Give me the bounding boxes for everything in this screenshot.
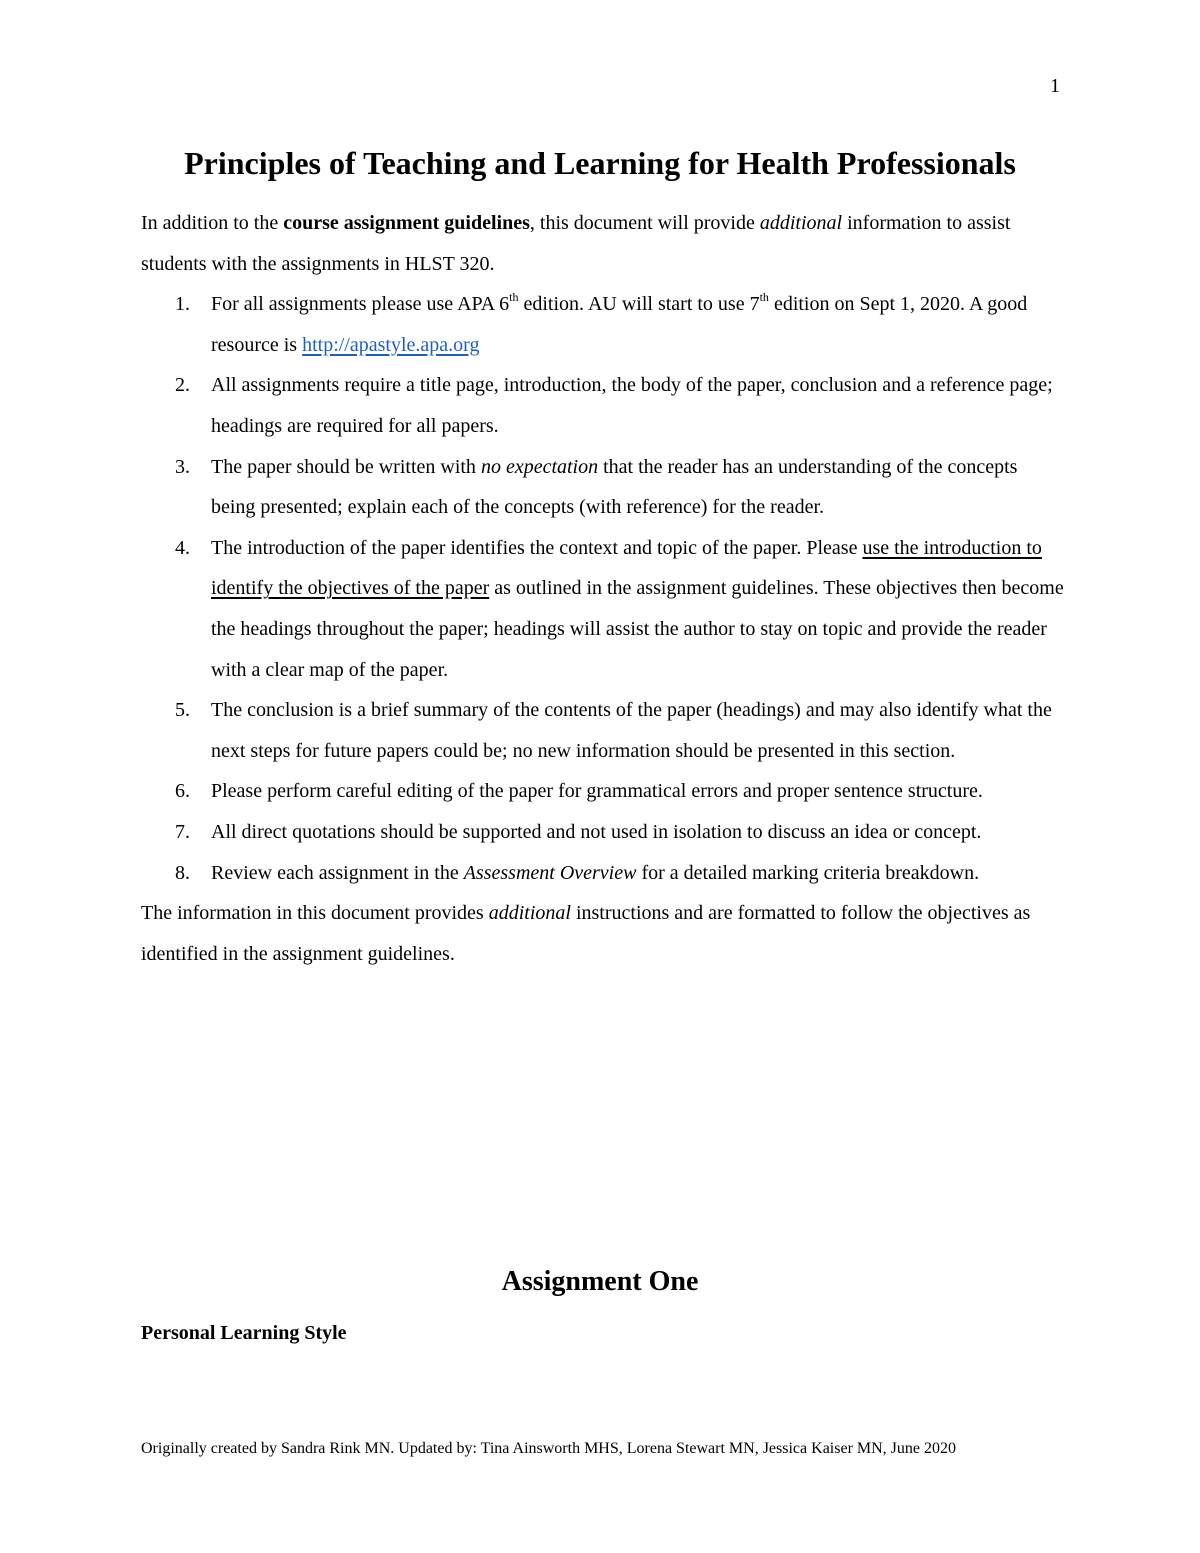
page-number: 1: [1050, 75, 1060, 97]
list-item-text: The introduction of the paper identifies the context and topic of the paper. Please: [211, 536, 863, 559]
guidelines-list: [141, 284, 1066, 893]
list-item-text: edition. AU will start to use 7: [518, 293, 760, 316]
intro-bold-text: course assignment guidelines: [283, 212, 530, 234]
closing-paragraph: [141, 893, 1066, 974]
list-item-text: Review each assignment in the: [211, 861, 464, 884]
list-item: [141, 853, 1066, 894]
superscript: th: [509, 289, 519, 304]
list-item: [141, 365, 1066, 446]
list-item-text: All direct quotations should be supported and not used in isolation to discuss an idea or concept.: [211, 820, 982, 843]
section-title: Assignment One: [501, 1266, 699, 1297]
intro-paragraph: [141, 203, 1066, 284]
list-item-number: 6.: [175, 780, 190, 803]
list-item: [141, 284, 1066, 365]
list-item: [141, 812, 1066, 853]
list-item: [141, 690, 1066, 771]
closing-text: instructions and are formatted to follow the objectives as identified in the assignment guidelines.: [141, 902, 1031, 965]
list-item: [141, 447, 1066, 528]
apa-style-link[interactable]: http://apastyle.apa.org: [302, 333, 480, 356]
list-item-text: All assignments require a title page, introduction, the body of the paper, conclusion and a reference page; headings are required for all papers.: [211, 374, 1053, 437]
list-item-italic-text: no expectation: [480, 455, 599, 478]
list-item-italic-text: Assessment Overview: [463, 861, 637, 884]
list-item-text: edition on Sept 1, 2020. A good resource is: [211, 293, 1028, 356]
superscript: th: [759, 289, 769, 304]
intro-text: In addition to the: [141, 212, 284, 234]
intro-italic-text: additional: [759, 212, 843, 234]
list-item-text: Please perform careful editing of the paper for grammatical errors and proper sentence structure.: [211, 780, 983, 803]
sub-heading: Personal Learning Style: [141, 1322, 347, 1344]
list-item-text: For all assignments please use APA 6: [211, 293, 510, 316]
list-item: [141, 771, 1066, 812]
document-body: [141, 203, 1066, 974]
intro-text: information to assist students with the assignments in HLST 320.: [141, 212, 1011, 275]
list-item-text: The conclusion is a brief summary of the contents of the paper (headings) and may also identify what the next steps for future papers could be; no new information should be presented in this section.: [211, 699, 1052, 762]
list-item-text: The paper should be written with: [211, 455, 481, 478]
page-footer: Originally created by Sandra Rink MN. Updated by: Tina Ainsworth MHS, Lorena Stewart MN, Jessica Kaiser MN, June 2020: [141, 1440, 956, 1457]
list-item-number: 7.: [175, 820, 190, 843]
list-item-number: 3.: [175, 455, 190, 478]
list-item: [141, 528, 1066, 690]
list-item-text: for a detailed marking criteria breakdown.: [636, 861, 980, 884]
list-item-underlined-text: use the introduction to identify the objectives of the paper: [211, 536, 1042, 600]
list-item-number: 1.: [175, 293, 190, 316]
document-title: Principles of Teaching and Learning for Health Professionals: [184, 145, 1016, 181]
list-item-number: 8.: [175, 861, 190, 884]
list-item-text: that the reader has an understanding of the concepts being presented; explain each of the concepts (with reference) for the reader.: [211, 455, 1018, 519]
intro-text: , this document will provide: [529, 212, 760, 234]
list-item-number: 2.: [175, 374, 190, 397]
closing-italic-text: additional: [488, 902, 571, 925]
list-item-text: as outlined in the assignment guidelines. These objectives then become the headings throughout the paper; headings will assist the author to stay on topic and provide the reader with a clear map of the paper.: [211, 577, 1064, 681]
closing-text: The information in this document provides: [141, 902, 489, 925]
list-item-number: 4.: [175, 536, 190, 559]
list-item-number: 5.: [175, 699, 190, 722]
